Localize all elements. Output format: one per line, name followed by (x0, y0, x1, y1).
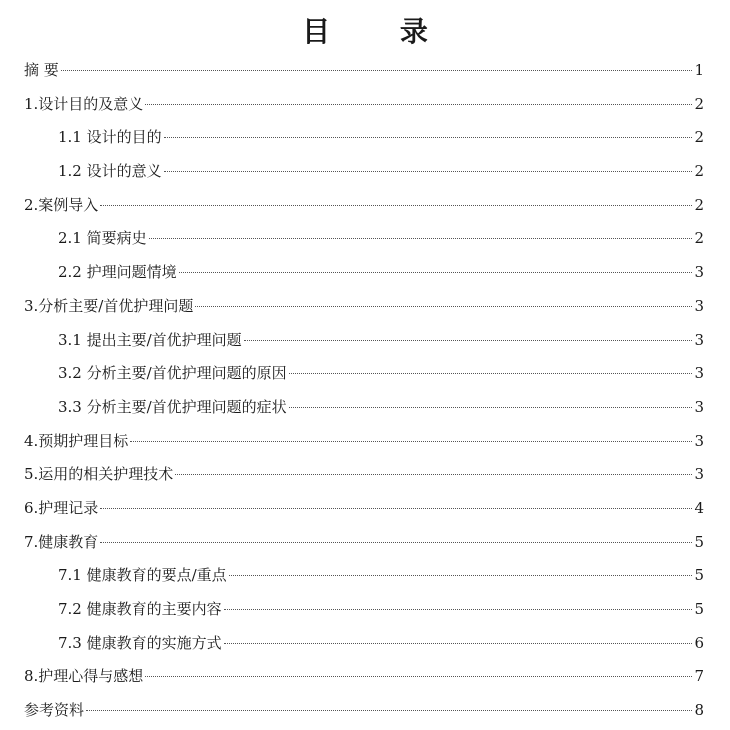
toc-entry-page: 2 (694, 195, 704, 214)
toc-entry-7-2[interactable] (24, 593, 704, 627)
toc-entry-3[interactable] (24, 290, 704, 324)
toc-title: 目 录 (302, 15, 458, 48)
toc-entry-3-2[interactable] (24, 357, 704, 391)
toc-entry-page: 3 (694, 465, 704, 484)
toc-entry-label: 摘 要 (24, 61, 59, 79)
toc-entry-label: 3.2 分析主要/首优护理问题的原因 (58, 364, 287, 383)
dot-leader (164, 137, 692, 138)
toc-entry-label: 5.运用的相关护理技术 (24, 465, 174, 484)
toc-entry-7-1[interactable] (24, 559, 704, 593)
toc-entry-6[interactable] (24, 492, 704, 526)
toc-entry-page: 2 (694, 229, 704, 248)
toc-entry-2-2[interactable] (24, 256, 704, 290)
toc-entry-label: 7.2 健康教育的主要内容 (58, 600, 222, 618)
toc-list (24, 54, 704, 728)
toc-entry-page: 3 (694, 263, 704, 282)
toc-entry-page: 5 (694, 600, 704, 618)
dot-leader (224, 609, 692, 610)
dot-leader (86, 710, 692, 711)
toc-entry-page: 6 (694, 633, 704, 652)
toc-entry-7[interactable] (24, 526, 704, 560)
dot-leader (224, 643, 692, 644)
toc-entry-label: 6.护理记录 (24, 498, 99, 517)
dot-leader (145, 676, 692, 677)
toc-entry-label: 7.健康教育 (24, 532, 99, 551)
toc-entry-label: 7.3 健康教育的实施方式 (58, 633, 222, 652)
dot-leader (100, 542, 692, 543)
toc-entry-page: 2 (694, 94, 704, 113)
toc-entry-label: 4.预期护理目标 (24, 431, 129, 450)
dot-leader (289, 373, 692, 374)
toc-entry-references[interactable] (24, 694, 704, 728)
dot-leader (164, 171, 692, 172)
toc-entry-2-1[interactable] (24, 222, 704, 256)
toc-entry-page: 3 (694, 431, 704, 450)
toc-entry-label: 3.3 分析主要/首优护理问题的症状 (58, 397, 287, 416)
toc-entry-page: 5 (694, 566, 704, 585)
toc-entry-label: 1.2 设计的意义 (58, 162, 162, 181)
toc-entry-page: 5 (694, 532, 704, 551)
toc-entry-3-1[interactable] (24, 324, 704, 358)
toc-entry-label: 3.1 提出主要/首优护理问题 (58, 330, 242, 349)
toc-entry-page: 2 (694, 128, 704, 147)
dot-leader (100, 508, 692, 509)
toc-entry-7-3[interactable] (24, 627, 704, 661)
dot-leader (149, 238, 692, 239)
toc-entry-8[interactable] (24, 660, 704, 694)
toc-entry-abstract[interactable] (24, 54, 704, 88)
toc-entry-page: 3 (694, 296, 704, 315)
toc-entry-page: 2 (694, 162, 704, 181)
dot-leader (195, 306, 692, 307)
toc-entry-page: 3 (694, 397, 704, 416)
toc-entry-label: 2.1 简要病史 (58, 229, 147, 248)
dot-leader (145, 104, 692, 105)
dot-leader (130, 441, 692, 442)
toc-entry-2[interactable] (24, 189, 704, 223)
toc-entry-label: 3.分析主要/首优护理问题 (24, 296, 194, 315)
toc-entry-label: 1.1 设计的目的 (58, 128, 162, 147)
dot-leader (289, 407, 692, 408)
toc-entry-1-1[interactable] (24, 121, 704, 155)
toc-entry-label: 8.护理心得与感想 (24, 667, 144, 686)
dot-leader (179, 272, 692, 273)
toc-entry-5[interactable] (24, 458, 704, 492)
toc-entry-page: 8 (694, 701, 704, 720)
toc-entry-label: 2.2 护理问题情境 (58, 263, 177, 282)
toc-entry-page: 3 (694, 330, 704, 349)
toc-entry-page: 4 (694, 498, 704, 517)
toc-entry-3-3[interactable] (24, 391, 704, 425)
toc-entry-label: 7.1 健康教育的要点/重点 (58, 566, 227, 585)
toc-entry-4[interactable] (24, 425, 704, 459)
dot-leader (61, 70, 692, 71)
toc-entry-page: 3 (694, 364, 704, 383)
toc-entry-label: 参考资料 (24, 701, 85, 720)
toc-entry-label: 1.设计目的及意义 (24, 94, 144, 113)
dot-leader (229, 575, 692, 576)
dot-leader (100, 205, 692, 206)
toc-entry-label: 2.案例导入 (24, 195, 99, 214)
toc-entry-1-2[interactable] (24, 155, 704, 189)
toc-entry-page: 1 (694, 61, 704, 79)
toc-entry-1[interactable] (24, 88, 704, 122)
toc-entry-page: 7 (694, 667, 704, 686)
dot-leader (175, 474, 692, 475)
dot-leader (244, 340, 692, 341)
